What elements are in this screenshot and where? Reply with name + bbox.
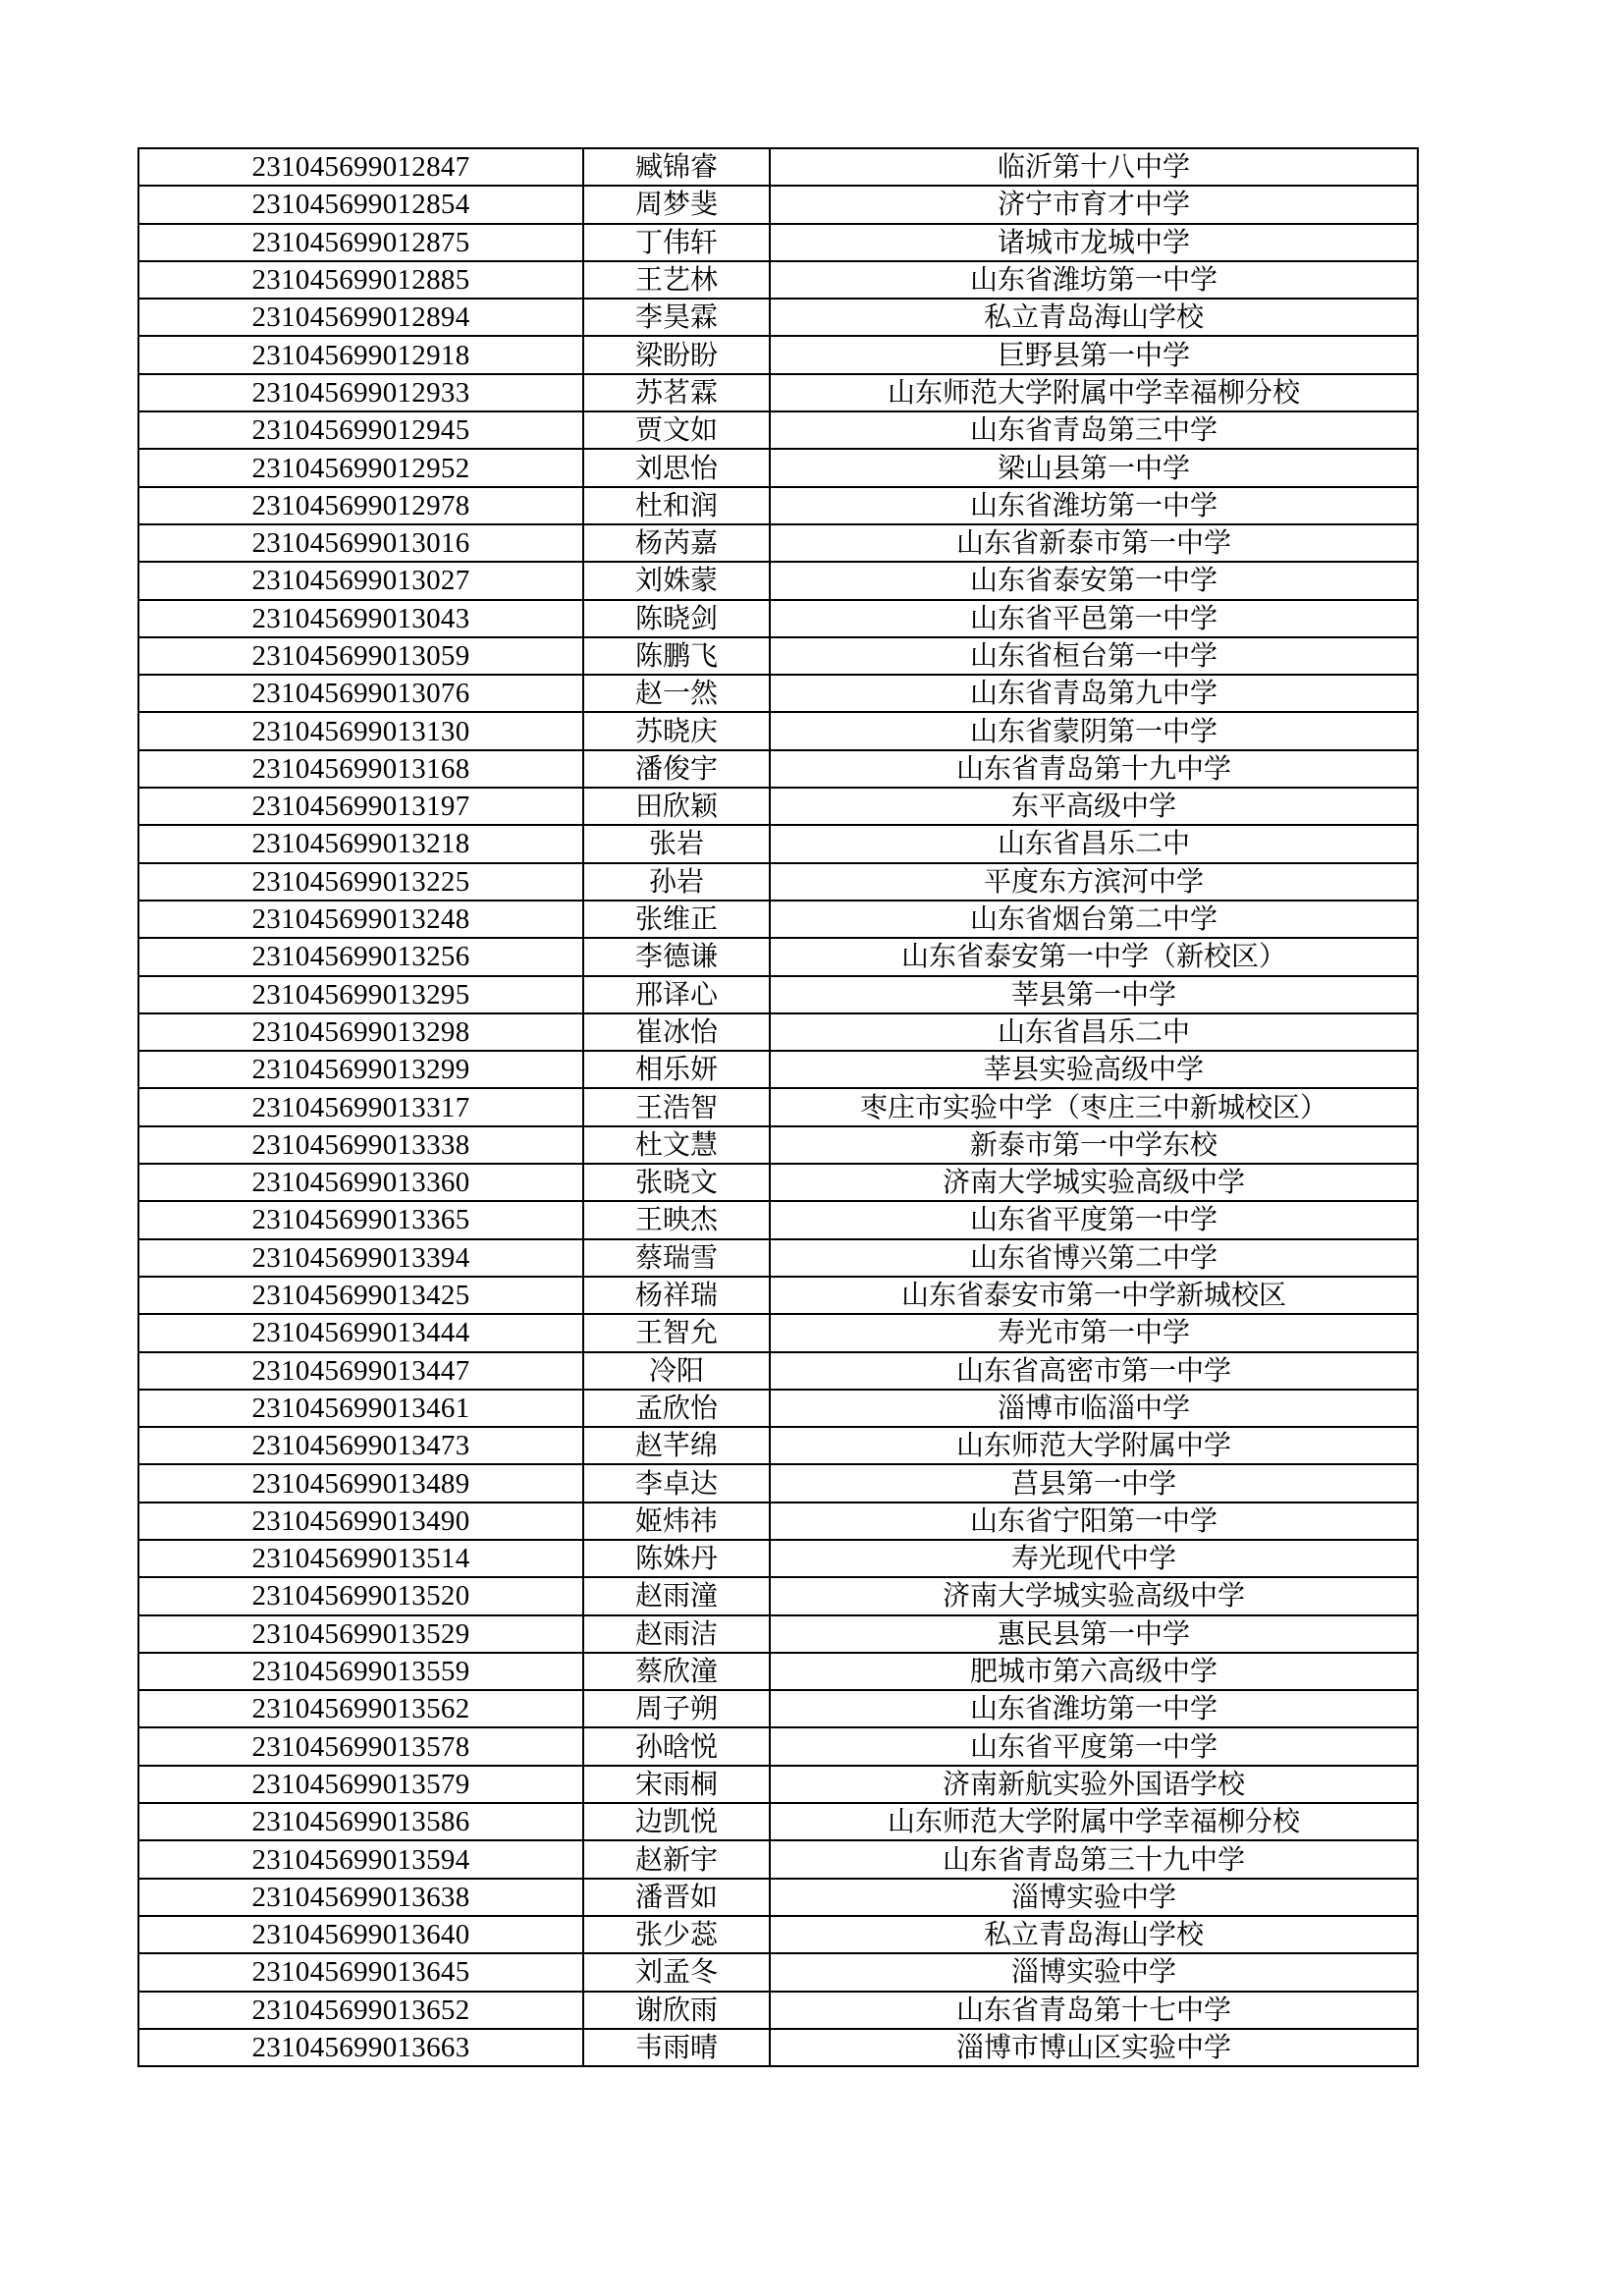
school-name-cell: 淄博市临淄中学	[770, 1390, 1418, 1427]
school-name-cell: 山东师范大学附属中学幸福柳分校	[770, 374, 1418, 411]
student-name-cell: 相乐妍	[583, 1051, 770, 1088]
table-row	[138, 1126, 1418, 1164]
school-name-cell: 肥城市第六高级中学	[770, 1653, 1418, 1690]
table-row	[138, 1766, 1418, 1803]
student-name-cell: 苏茗霖	[583, 374, 770, 411]
table-row	[138, 148, 1418, 186]
candidate-number-cell: 231045699013663	[138, 2029, 583, 2066]
candidate-number-cell: 231045699013579	[138, 1766, 583, 1803]
table-row	[138, 1277, 1418, 1314]
student-name-cell: 冷阳	[583, 1352, 770, 1390]
table-row	[138, 224, 1418, 261]
student-name-cell: 韦雨晴	[583, 2029, 770, 2066]
school-name-cell: 山东省青岛第三十九中学	[770, 1840, 1418, 1878]
school-name-cell: 山东省青岛第十七中学	[770, 1992, 1418, 2029]
school-name-cell: 东平高级中学	[770, 788, 1418, 825]
student-name-cell: 边凯悦	[583, 1803, 770, 1840]
table-row	[138, 524, 1418, 562]
student-name-cell: 蔡瑞雪	[583, 1239, 770, 1277]
school-name-cell: 山东省烟台第二中学	[770, 901, 1418, 938]
student-name-cell: 邢译心	[583, 976, 770, 1013]
table-row	[138, 1314, 1418, 1351]
school-name-cell: 济宁市育才中学	[770, 186, 1418, 223]
school-name-cell: 新泰市第一中学东校	[770, 1126, 1418, 1164]
candidate-number-cell: 231045699013298	[138, 1013, 583, 1051]
school-name-cell: 山东省青岛第十九中学	[770, 750, 1418, 788]
table-row	[138, 1727, 1418, 1765]
school-name-cell: 山东省高密市第一中学	[770, 1352, 1418, 1390]
school-name-cell: 山东省泰安市第一中学新城校区	[770, 1277, 1418, 1314]
candidate-number-cell: 231045699013444	[138, 1314, 583, 1351]
student-name-cell: 陈姝丹	[583, 1540, 770, 1577]
table-row	[138, 675, 1418, 712]
candidate-number-cell: 231045699012854	[138, 186, 583, 223]
school-name-cell: 惠民县第一中学	[770, 1615, 1418, 1653]
student-name-cell: 孟欣怡	[583, 1390, 770, 1427]
school-name-cell: 寿光现代中学	[770, 1540, 1418, 1577]
student-name-cell: 孙晗悦	[583, 1727, 770, 1765]
candidate-number-cell: 231045699012894	[138, 299, 583, 336]
candidate-number-cell: 231045699013640	[138, 1916, 583, 1953]
school-name-cell: 济南大学城实验高级中学	[770, 1164, 1418, 1201]
table-row	[138, 863, 1418, 901]
student-name-cell: 刘姝蒙	[583, 562, 770, 599]
table-row	[138, 1615, 1418, 1653]
table-row	[138, 1953, 1418, 1991]
school-name-cell: 山东师范大学附属中学幸福柳分校	[770, 1803, 1418, 1840]
candidate-number-cell: 231045699013490	[138, 1503, 583, 1540]
student-name-cell: 王艺林	[583, 261, 770, 299]
student-name-cell: 李卓达	[583, 1464, 770, 1502]
student-name-cell: 陈鹏飞	[583, 637, 770, 675]
school-name-cell: 私立青岛海山学校	[770, 299, 1418, 336]
school-name-cell: 山东省潍坊第一中学	[770, 487, 1418, 524]
table-row	[138, 1088, 1418, 1125]
candidate-number-cell: 231045699012847	[138, 148, 583, 186]
candidate-number-cell: 231045699013394	[138, 1239, 583, 1277]
table-row	[138, 1164, 1418, 1201]
candidate-number-cell: 231045699012885	[138, 261, 583, 299]
student-name-cell: 张岩	[583, 825, 770, 862]
school-name-cell: 山东省平邑第一中学	[770, 600, 1418, 637]
candidate-number-cell: 231045699013365	[138, 1201, 583, 1238]
school-name-cell: 山东省宁阳第一中学	[770, 1503, 1418, 1540]
school-name-cell: 巨野县第一中学	[770, 336, 1418, 373]
student-name-cell: 赵雨洁	[583, 1615, 770, 1653]
student-name-cell: 潘晋如	[583, 1879, 770, 1916]
school-name-cell: 平度东方滨河中学	[770, 863, 1418, 901]
school-name-cell: 莒县第一中学	[770, 1464, 1418, 1502]
student-name-cell: 赵一然	[583, 675, 770, 712]
school-name-cell: 山东省蒙阴第一中学	[770, 712, 1418, 749]
candidate-number-cell: 231045699013043	[138, 600, 583, 637]
table-row	[138, 712, 1418, 749]
candidate-number-cell: 231045699013425	[138, 1277, 583, 1314]
table-row	[138, 1390, 1418, 1427]
candidate-number-cell: 231045699013059	[138, 637, 583, 675]
candidate-number-cell: 231045699013197	[138, 788, 583, 825]
student-name-cell: 王浩智	[583, 1088, 770, 1125]
candidate-number-cell: 231045699013594	[138, 1840, 583, 1878]
candidate-number-cell: 231045699013562	[138, 1690, 583, 1727]
school-name-cell: 寿光市第一中学	[770, 1314, 1418, 1351]
roster-table-body	[138, 148, 1418, 2066]
candidate-number-cell: 231045699013295	[138, 976, 583, 1013]
student-name-cell: 臧锦睿	[583, 148, 770, 186]
student-name-cell: 周梦斐	[583, 186, 770, 223]
candidate-number-cell: 231045699012933	[138, 374, 583, 411]
table-row	[138, 299, 1418, 336]
school-name-cell: 枣庄市实验中学（枣庄三中新城校区）	[770, 1088, 1418, 1125]
table-row	[138, 976, 1418, 1013]
table-row	[138, 562, 1418, 599]
student-name-cell: 张少蕊	[583, 1916, 770, 1953]
candidate-number-cell: 231045699013461	[138, 1390, 583, 1427]
school-name-cell: 山东省平度第一中学	[770, 1727, 1418, 1765]
table-row	[138, 186, 1418, 223]
candidate-number-cell: 231045699013248	[138, 901, 583, 938]
table-row	[138, 1540, 1418, 1577]
table-row	[138, 1840, 1418, 1878]
candidate-number-cell: 231045699013586	[138, 1803, 583, 1840]
student-name-cell: 李德谦	[583, 938, 770, 975]
school-name-cell: 山东省泰安第一中学	[770, 562, 1418, 599]
table-row	[138, 1013, 1418, 1051]
table-row	[138, 336, 1418, 373]
school-name-cell: 山东省新泰市第一中学	[770, 524, 1418, 562]
school-name-cell: 私立青岛海山学校	[770, 1916, 1418, 1953]
candidate-number-cell: 231045699013447	[138, 1352, 583, 1390]
candidate-number-cell: 231045699013016	[138, 524, 583, 562]
student-name-cell: 张维正	[583, 901, 770, 938]
student-name-cell: 王智允	[583, 1314, 770, 1351]
school-name-cell: 临沂第十八中学	[770, 148, 1418, 186]
student-name-cell: 田欣颖	[583, 788, 770, 825]
candidate-number-cell: 231045699013299	[138, 1051, 583, 1088]
table-row	[138, 1653, 1418, 1690]
student-name-cell: 丁伟轩	[583, 224, 770, 261]
candidate-number-cell: 231045699013473	[138, 1427, 583, 1464]
student-name-cell: 姬炜祎	[583, 1503, 770, 1540]
table-row	[138, 261, 1418, 299]
school-name-cell: 山东省泰安第一中学（新校区）	[770, 938, 1418, 975]
student-name-cell: 张晓文	[583, 1164, 770, 1201]
school-name-cell: 山东省昌乐二中	[770, 825, 1418, 862]
candidate-number-cell: 231045699012952	[138, 449, 583, 486]
school-name-cell: 诸城市龙城中学	[770, 224, 1418, 261]
student-name-cell: 杨芮嘉	[583, 524, 770, 562]
candidate-number-cell: 231045699013360	[138, 1164, 583, 1201]
school-name-cell: 山东省博兴第二中学	[770, 1239, 1418, 1277]
candidate-number-cell: 231045699013520	[138, 1577, 583, 1614]
school-name-cell: 山东省潍坊第一中学	[770, 1690, 1418, 1727]
student-name-cell: 刘思怡	[583, 449, 770, 486]
candidate-number-cell: 231045699013489	[138, 1464, 583, 1502]
school-name-cell: 莘县第一中学	[770, 976, 1418, 1013]
table-row	[138, 1503, 1418, 1540]
table-row	[138, 600, 1418, 637]
student-name-cell: 赵新宇	[583, 1840, 770, 1878]
candidate-number-cell: 231045699013338	[138, 1126, 583, 1164]
table-row	[138, 1051, 1418, 1088]
table-row	[138, 901, 1418, 938]
candidate-number-cell: 231045699013027	[138, 562, 583, 599]
school-name-cell: 山东省昌乐二中	[770, 1013, 1418, 1051]
table-row	[138, 1577, 1418, 1614]
table-row	[138, 1803, 1418, 1840]
candidate-number-cell: 231045699013529	[138, 1615, 583, 1653]
student-name-cell: 陈晓剑	[583, 600, 770, 637]
student-name-cell: 蔡欣潼	[583, 1653, 770, 1690]
candidate-number-cell: 231045699013514	[138, 1540, 583, 1577]
student-name-cell: 赵雨潼	[583, 1577, 770, 1614]
student-name-cell: 王映杰	[583, 1201, 770, 1238]
student-name-cell: 李昊霖	[583, 299, 770, 336]
school-name-cell: 济南新航实验外国语学校	[770, 1766, 1418, 1803]
school-name-cell: 山东省桓台第一中学	[770, 637, 1418, 675]
student-name-cell: 苏晓庆	[583, 712, 770, 749]
candidate-number-cell: 231045699012918	[138, 336, 583, 373]
table-row	[138, 750, 1418, 788]
candidate-number-cell: 231045699013578	[138, 1727, 583, 1765]
candidate-number-cell: 231045699013652	[138, 1992, 583, 2029]
table-row	[138, 1992, 1418, 2029]
candidate-number-cell: 231045699013218	[138, 825, 583, 862]
candidate-number-cell: 231045699013317	[138, 1088, 583, 1125]
table-row	[138, 1879, 1418, 1916]
table-row	[138, 411, 1418, 449]
school-name-cell: 淄博实验中学	[770, 1879, 1418, 1916]
student-name-cell: 贾文如	[583, 411, 770, 449]
school-name-cell: 山东省青岛第九中学	[770, 675, 1418, 712]
school-name-cell: 山东省潍坊第一中学	[770, 261, 1418, 299]
table-row	[138, 825, 1418, 862]
table-row	[138, 637, 1418, 675]
table-row	[138, 938, 1418, 975]
table-row	[138, 1916, 1418, 1953]
table-row	[138, 449, 1418, 486]
student-name-cell: 宋雨桐	[583, 1766, 770, 1803]
school-name-cell: 山东省青岛第三中学	[770, 411, 1418, 449]
student-name-cell: 孙岩	[583, 863, 770, 901]
school-name-cell: 淄博市博山区实验中学	[770, 2029, 1418, 2066]
student-name-cell: 周子朔	[583, 1690, 770, 1727]
table-row	[138, 1239, 1418, 1277]
candidate-number-cell: 231045699012978	[138, 487, 583, 524]
table-row	[138, 1352, 1418, 1390]
student-name-cell: 崔冰怡	[583, 1013, 770, 1051]
candidate-number-cell: 231045699013130	[138, 712, 583, 749]
table-row	[138, 1690, 1418, 1727]
candidate-number-cell: 231045699013076	[138, 675, 583, 712]
table-row	[138, 2029, 1418, 2066]
table-row	[138, 487, 1418, 524]
school-name-cell: 济南大学城实验高级中学	[770, 1577, 1418, 1614]
school-name-cell: 山东师范大学附属中学	[770, 1427, 1418, 1464]
table-row	[138, 788, 1418, 825]
table-row	[138, 374, 1418, 411]
school-name-cell: 淄博实验中学	[770, 1953, 1418, 1991]
table-row	[138, 1464, 1418, 1502]
student-name-cell: 杨祥瑞	[583, 1277, 770, 1314]
school-name-cell: 梁山县第一中学	[770, 449, 1418, 486]
candidate-number-cell: 231045699013645	[138, 1953, 583, 1991]
candidate-number-cell: 231045699012945	[138, 411, 583, 449]
candidate-number-cell: 231045699012875	[138, 224, 583, 261]
student-name-cell: 梁盼盼	[583, 336, 770, 373]
candidate-number-cell: 231045699013225	[138, 863, 583, 901]
student-name-cell: 谢欣雨	[583, 1992, 770, 2029]
student-name-cell: 杜和润	[583, 487, 770, 524]
student-roster-table	[137, 147, 1419, 2067]
table-row	[138, 1201, 1418, 1238]
school-name-cell: 山东省平度第一中学	[770, 1201, 1418, 1238]
student-name-cell: 赵芊绵	[583, 1427, 770, 1464]
candidate-number-cell: 231045699013256	[138, 938, 583, 975]
table-row	[138, 1427, 1418, 1464]
student-name-cell: 刘孟冬	[583, 1953, 770, 1991]
student-name-cell: 杜文慧	[583, 1126, 770, 1164]
candidate-number-cell: 231045699013559	[138, 1653, 583, 1690]
school-name-cell: 莘县实验高级中学	[770, 1051, 1418, 1088]
candidate-number-cell: 231045699013638	[138, 1879, 583, 1916]
student-name-cell: 潘俊宇	[583, 750, 770, 788]
candidate-number-cell: 231045699013168	[138, 750, 583, 788]
